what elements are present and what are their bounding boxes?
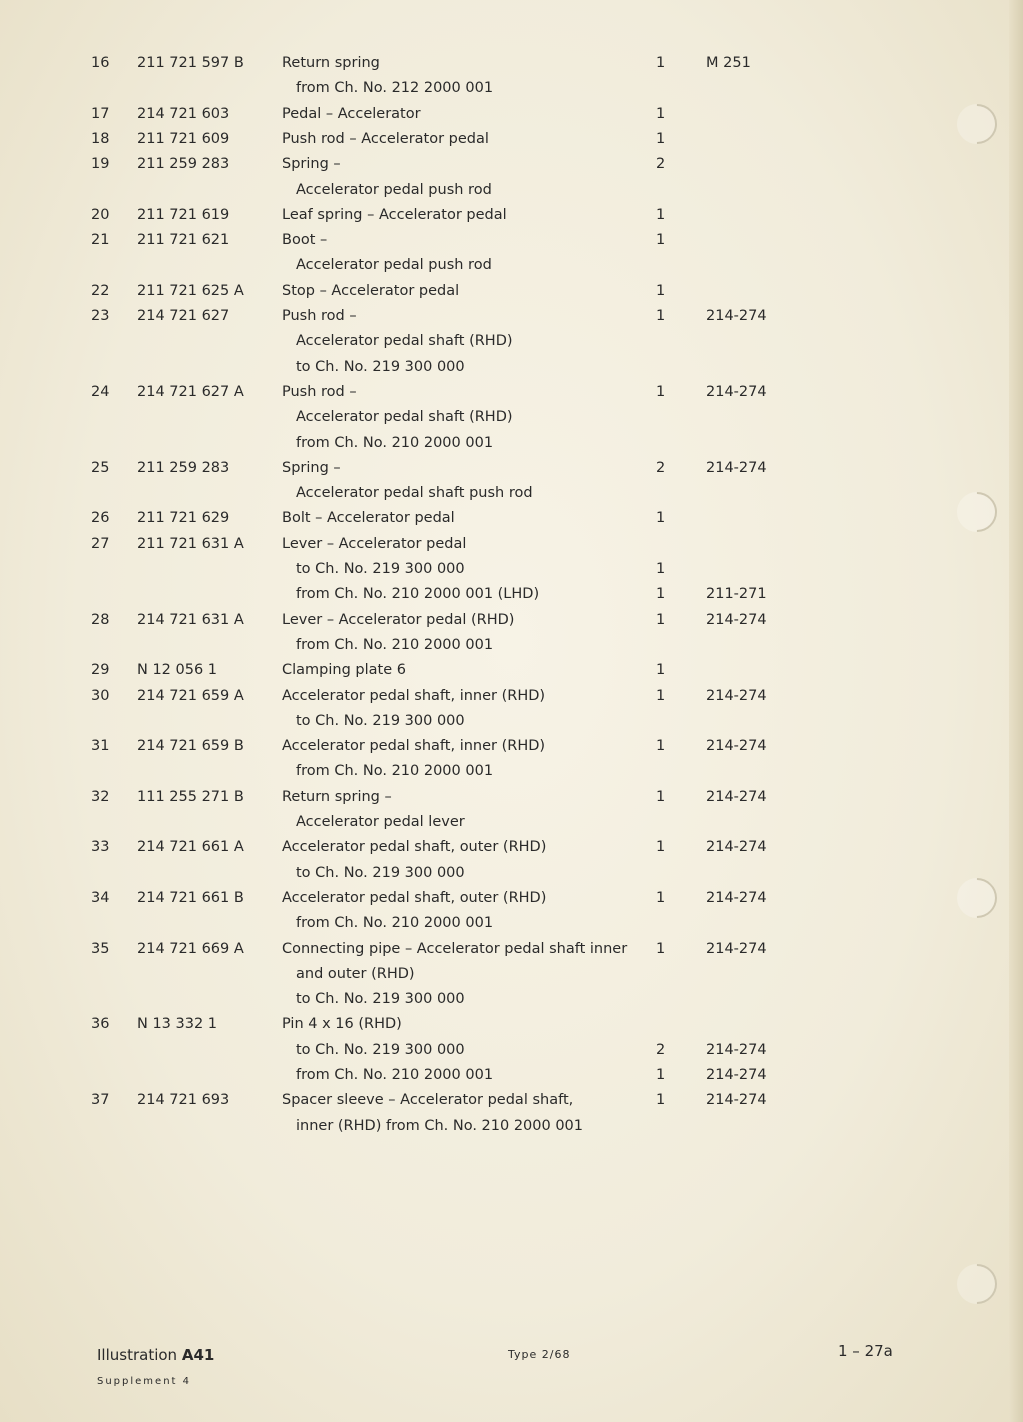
table-row xyxy=(0,1114,1023,1139)
item-number: 34 xyxy=(91,889,110,906)
remark: 211-271 xyxy=(706,586,767,603)
supplement-label: Supplement 4 xyxy=(97,1376,192,1387)
part-description: to Ch. No. 219 300 000 xyxy=(296,561,465,577)
table-row xyxy=(0,279,1023,304)
quantity: 1 xyxy=(656,687,666,704)
item-number: 16 xyxy=(91,55,110,71)
quantity: 1 xyxy=(656,105,666,122)
part-description: Accelerator pedal push rod xyxy=(296,257,492,274)
table-row xyxy=(0,608,1023,633)
remark: 214-274 xyxy=(706,459,767,476)
item-number: 19 xyxy=(91,156,110,173)
part-description: Lever – Accelerator pedal (RHD) xyxy=(282,611,515,628)
part-number: 211 721 621 xyxy=(137,232,230,249)
table-row xyxy=(0,684,1023,709)
quantity: 1 xyxy=(656,383,666,400)
part-number: 214 721 661 B xyxy=(137,889,244,906)
part-number: 211 721 625 A xyxy=(137,282,244,299)
table-row xyxy=(0,253,1023,278)
item-number: 37 xyxy=(91,1092,110,1109)
table-row xyxy=(0,178,1023,203)
table-row xyxy=(0,658,1023,683)
remark: 214-274 xyxy=(706,940,767,957)
item-number: 20 xyxy=(91,206,110,223)
quantity: 1 xyxy=(656,611,666,628)
part-description: Stop – Accelerator pedal xyxy=(282,282,460,299)
quantity: 1 xyxy=(656,510,666,527)
quantity: 1 xyxy=(656,889,666,906)
part-description: to Ch. No. 219 300 000 xyxy=(296,712,465,729)
remark: 214-274 xyxy=(706,889,767,906)
illustration-reference xyxy=(97,1346,214,1364)
part-description: Push rod – xyxy=(282,308,357,324)
remark: 214-274 xyxy=(706,687,767,704)
table-row xyxy=(0,759,1023,784)
remark: 214-274 xyxy=(706,738,767,755)
table-row xyxy=(0,380,1023,405)
remark: 214-274 xyxy=(706,839,767,856)
part-description: Spacer sleeve – Accelerator pedal shaft, xyxy=(282,1092,574,1109)
quantity: 1 xyxy=(656,55,666,71)
item-number: 32 xyxy=(91,788,110,805)
part-description: Accelerator pedal push rod xyxy=(296,181,492,198)
table-row xyxy=(0,987,1023,1012)
part-description: from Ch. No. 212 2000 001 xyxy=(296,80,494,97)
part-description: to Ch. No. 219 300 000 xyxy=(296,991,465,1008)
part-number: 211 259 283 xyxy=(137,459,230,476)
remark: 214-274 xyxy=(706,611,767,628)
part-description: Bolt – Accelerator pedal xyxy=(282,510,455,527)
part-description: from Ch. No. 210 2000 001 xyxy=(296,636,494,653)
table-row xyxy=(0,835,1023,860)
table-row xyxy=(0,911,1023,936)
table-row xyxy=(0,532,1023,557)
part-description: Return spring – xyxy=(282,788,392,805)
part-description: Pin 4 x 16 (RHD) xyxy=(282,1016,402,1033)
table-row xyxy=(0,1012,1023,1037)
illustration-number: A41 xyxy=(181,1346,215,1364)
part-description: Accelerator pedal shaft, inner (RHD) xyxy=(282,687,546,704)
part-number: N 13 332 1 xyxy=(137,1016,218,1033)
table-row xyxy=(0,861,1023,886)
part-description: Spring – xyxy=(282,459,341,476)
table-row xyxy=(0,1088,1023,1113)
table-row xyxy=(0,203,1023,228)
part-description: Pedal – Accelerator xyxy=(282,105,421,122)
table-row xyxy=(0,557,1023,582)
part-description: to Ch. No. 219 300 000 xyxy=(296,358,465,375)
quantity: 2 xyxy=(656,156,666,173)
remark: 214-274 xyxy=(706,383,767,400)
quantity: 2 xyxy=(656,1041,666,1058)
part-description: Push rod – Accelerator pedal xyxy=(282,130,489,147)
item-number: 29 xyxy=(91,662,110,679)
remark: 214-274 xyxy=(706,308,767,324)
table-row xyxy=(0,937,1023,962)
part-description: from Ch. No. 210 2000 001 xyxy=(296,434,494,451)
table-row xyxy=(0,962,1023,987)
table-row xyxy=(0,405,1023,430)
item-number: 25 xyxy=(91,459,110,476)
item-number: 18 xyxy=(91,130,110,147)
quantity: 1 xyxy=(656,586,666,603)
remark: M 251 xyxy=(706,55,751,71)
quantity: 1 xyxy=(656,788,666,805)
part-description: inner (RHD) from Ch. No. 210 2000 001 xyxy=(296,1117,584,1134)
part-description: Accelerator pedal shaft (RHD) xyxy=(296,409,513,426)
remark: 214-274 xyxy=(706,1067,767,1083)
quantity: 1 xyxy=(656,1092,666,1109)
item-number: 33 xyxy=(91,839,110,856)
table-row xyxy=(0,633,1023,658)
part-description: Accelerator pedal lever xyxy=(296,814,465,830)
table-row xyxy=(0,304,1023,329)
quantity: 1 xyxy=(656,561,666,577)
page-number: 1 – 27a xyxy=(838,1342,893,1360)
table-row xyxy=(0,506,1023,531)
part-description: from Ch. No. 210 2000 001 xyxy=(296,915,494,932)
table-row xyxy=(0,431,1023,456)
part-number: 214 721 661 A xyxy=(137,839,244,856)
part-description: to Ch. No. 219 300 000 xyxy=(296,864,465,881)
part-number: 214 721 627 xyxy=(137,308,230,324)
quantity: 2 xyxy=(656,459,666,476)
part-description: from Ch. No. 210 2000 001 (LHD) xyxy=(296,586,540,603)
part-number: 214 721 603 xyxy=(137,105,230,122)
table-row xyxy=(0,456,1023,481)
part-number: 211 721 609 xyxy=(137,130,230,147)
part-description: Lever – Accelerator pedal xyxy=(282,535,467,552)
table-row xyxy=(0,228,1023,253)
part-number: 211 721 629 xyxy=(137,510,230,527)
type-label: Type 2/68 xyxy=(508,1348,571,1361)
item-number: 21 xyxy=(91,232,110,249)
part-description: Accelerator pedal shaft, outer (RHD) xyxy=(282,839,547,856)
quantity: 1 xyxy=(656,1067,666,1083)
item-number: 17 xyxy=(91,105,110,122)
quantity: 1 xyxy=(656,232,666,249)
item-number: 36 xyxy=(91,1016,110,1033)
item-number: 31 xyxy=(91,738,110,755)
part-description: Connecting pipe – Accelerator pedal shaft inner xyxy=(282,940,628,957)
part-number: 214 721 659 A xyxy=(137,687,244,704)
quantity: 1 xyxy=(656,940,666,957)
part-description: Clamping plate 6 xyxy=(282,662,406,679)
illustration-label: Illustration xyxy=(97,1346,178,1364)
part-description: and outer (RHD) xyxy=(296,965,415,982)
part-description: Accelerator pedal shaft, inner (RHD) xyxy=(282,738,546,755)
part-number: 214 721 693 xyxy=(137,1092,230,1109)
table-row xyxy=(0,127,1023,152)
item-number: 27 xyxy=(91,535,110,552)
quantity: 1 xyxy=(656,839,666,856)
quantity: 1 xyxy=(656,130,666,147)
item-number: 23 xyxy=(91,308,110,324)
table-row xyxy=(0,102,1023,127)
quantity: 1 xyxy=(656,308,666,324)
part-description: Accelerator pedal shaft push rod xyxy=(296,485,533,502)
table-row xyxy=(0,1063,1023,1088)
quantity: 1 xyxy=(656,282,666,299)
table-row xyxy=(0,734,1023,759)
part-description: Push rod – xyxy=(282,383,357,400)
table-row xyxy=(0,582,1023,607)
table-row xyxy=(0,1038,1023,1063)
item-number: 28 xyxy=(91,611,110,628)
part-description: Leaf spring – Accelerator pedal xyxy=(282,206,507,223)
part-description: Accelerator pedal shaft, outer (RHD) xyxy=(282,889,547,906)
part-number: 211 721 597 B xyxy=(137,55,244,71)
remark: 214-274 xyxy=(706,1092,767,1109)
part-description: from Ch. No. 210 2000 001 xyxy=(296,1067,494,1083)
part-description: Return spring xyxy=(282,55,380,71)
table-row xyxy=(0,152,1023,177)
remark: 214-274 xyxy=(706,1041,767,1058)
table-row xyxy=(0,886,1023,911)
quantity: 1 xyxy=(656,206,666,223)
part-number: 214 721 659 B xyxy=(137,738,244,755)
item-number: 26 xyxy=(91,510,110,527)
part-description: from Ch. No. 210 2000 001 xyxy=(296,763,494,780)
part-number: 211 721 631 A xyxy=(137,535,244,552)
item-number: 22 xyxy=(91,282,110,299)
item-number: 30 xyxy=(91,687,110,704)
part-description: Boot – xyxy=(282,232,328,249)
item-number: 35 xyxy=(91,940,110,957)
punch-hole xyxy=(949,1256,1006,1313)
table-row xyxy=(0,51,1023,76)
table-row xyxy=(0,810,1023,835)
part-number: 214 721 669 A xyxy=(137,940,244,957)
table-row xyxy=(0,76,1023,101)
table-row xyxy=(0,785,1023,810)
table-row xyxy=(0,709,1023,734)
item-number: 24 xyxy=(91,383,110,400)
part-number: N 12 056 1 xyxy=(137,662,218,679)
part-number: 211 721 619 xyxy=(137,206,230,223)
part-number: 214 721 631 A xyxy=(137,611,244,628)
part-description: Spring – xyxy=(282,156,341,173)
part-number: 214 721 627 A xyxy=(137,383,244,400)
part-description: Accelerator pedal shaft (RHD) xyxy=(296,333,513,350)
table-row xyxy=(0,481,1023,506)
part-number: 211 259 283 xyxy=(137,156,230,173)
table-row xyxy=(0,329,1023,354)
quantity: 1 xyxy=(656,738,666,755)
part-number: 111 255 271 B xyxy=(137,788,244,805)
quantity: 1 xyxy=(656,662,666,679)
remark: 214-274 xyxy=(706,788,767,805)
table-row xyxy=(0,355,1023,380)
part-description: to Ch. No. 219 300 000 xyxy=(296,1041,465,1058)
